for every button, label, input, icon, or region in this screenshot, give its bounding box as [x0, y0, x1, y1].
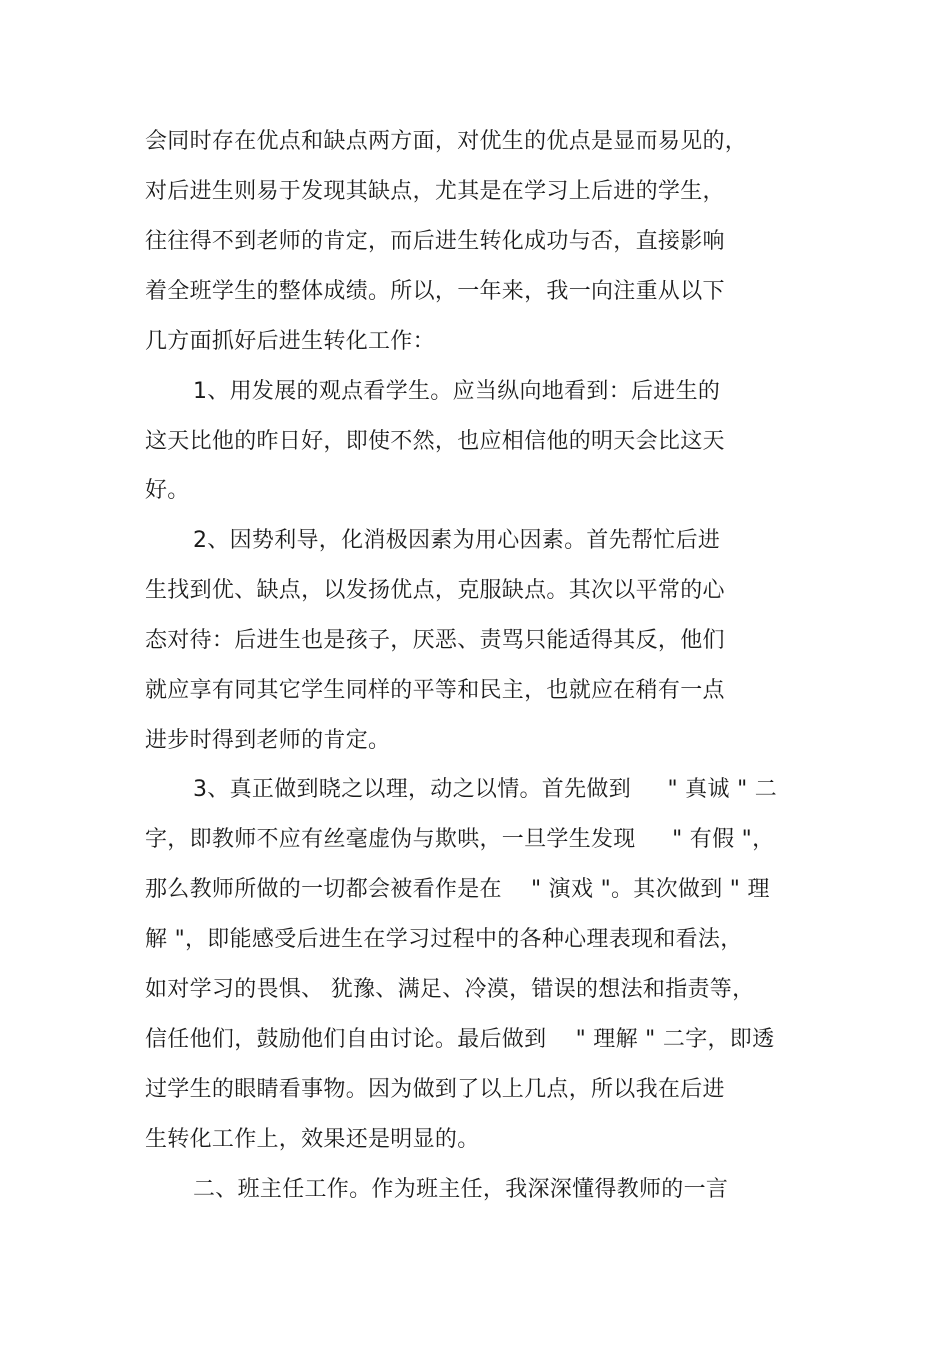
text-line: 态对待：后进生也是孩子，厌恶、责骂只能适得其反，他们: [145, 628, 725, 653]
text-line: 解 "，即能感受后进生在学习过程中的各种心理表现和看法，: [145, 927, 743, 952]
section-heading: 二、班主任工作。作为班主任，我深深懂得教师的一言: [193, 1177, 729, 1202]
text-line: 就应享有同其它学生同样的平等和民主，也就应在稍有一点: [145, 678, 725, 703]
text-line: 几方面抓好后进生转化工作：: [145, 329, 435, 354]
text-line: 过学生的眼睛看事物。因为做到了以上几点，所以我在后进: [145, 1077, 725, 1102]
text-line: 会同时存在优点和缺点两方面，对优生的优点是显而易见的，: [145, 129, 748, 154]
paragraph-heading-1: 1、用发展的观点看学生。应当纵向地看到：后进生的: [193, 379, 721, 404]
text-line: 如对学习的畏惧、 犹豫、满足、冷漠，错误的想法和指责等，: [145, 977, 755, 1002]
text-line: 这天比他的昨日好，即使不然，也应相信他的明天会比这天: [145, 429, 725, 454]
text-line: 生转化工作上，效果还是明显的。: [145, 1127, 480, 1152]
text-line: 生找到优、缺点，以发扬优点，克服缺点。其次以平常的心: [145, 578, 725, 603]
text-line: 着全班学生的整体成绩。所以，一年来，我一向注重从以下: [145, 279, 725, 304]
text-line: 那么教师所做的一切都会被看作是在 " 演戏 "。其次做到 " 理: [145, 877, 770, 902]
text-line: 进步时得到老师的肯定。: [145, 728, 391, 753]
text-line: 对后进生则易于发现其缺点，尤其是在学习上后进的学生，: [145, 179, 725, 204]
paragraph-heading-2: 2、因势利导，化消极因素为用心因素。首先帮忙后进: [193, 528, 721, 553]
text-line: 好。: [145, 478, 190, 503]
paragraph-heading-3: 3、真正做到晓之以理，动之以情。首先做到 " 真诚 " 二: [193, 777, 778, 802]
text-line: 信任他们，鼓励他们自由讨论。最后做到 " 理解 " 二字，即透: [145, 1027, 775, 1052]
text-line: 字，即教师不应有丝毫虚伪与欺哄，一旦学生发现 " 有假 "，: [145, 827, 775, 852]
text-line: 往往得不到老师的肯定，而后进生转化成功与否，直接影响: [145, 229, 725, 254]
